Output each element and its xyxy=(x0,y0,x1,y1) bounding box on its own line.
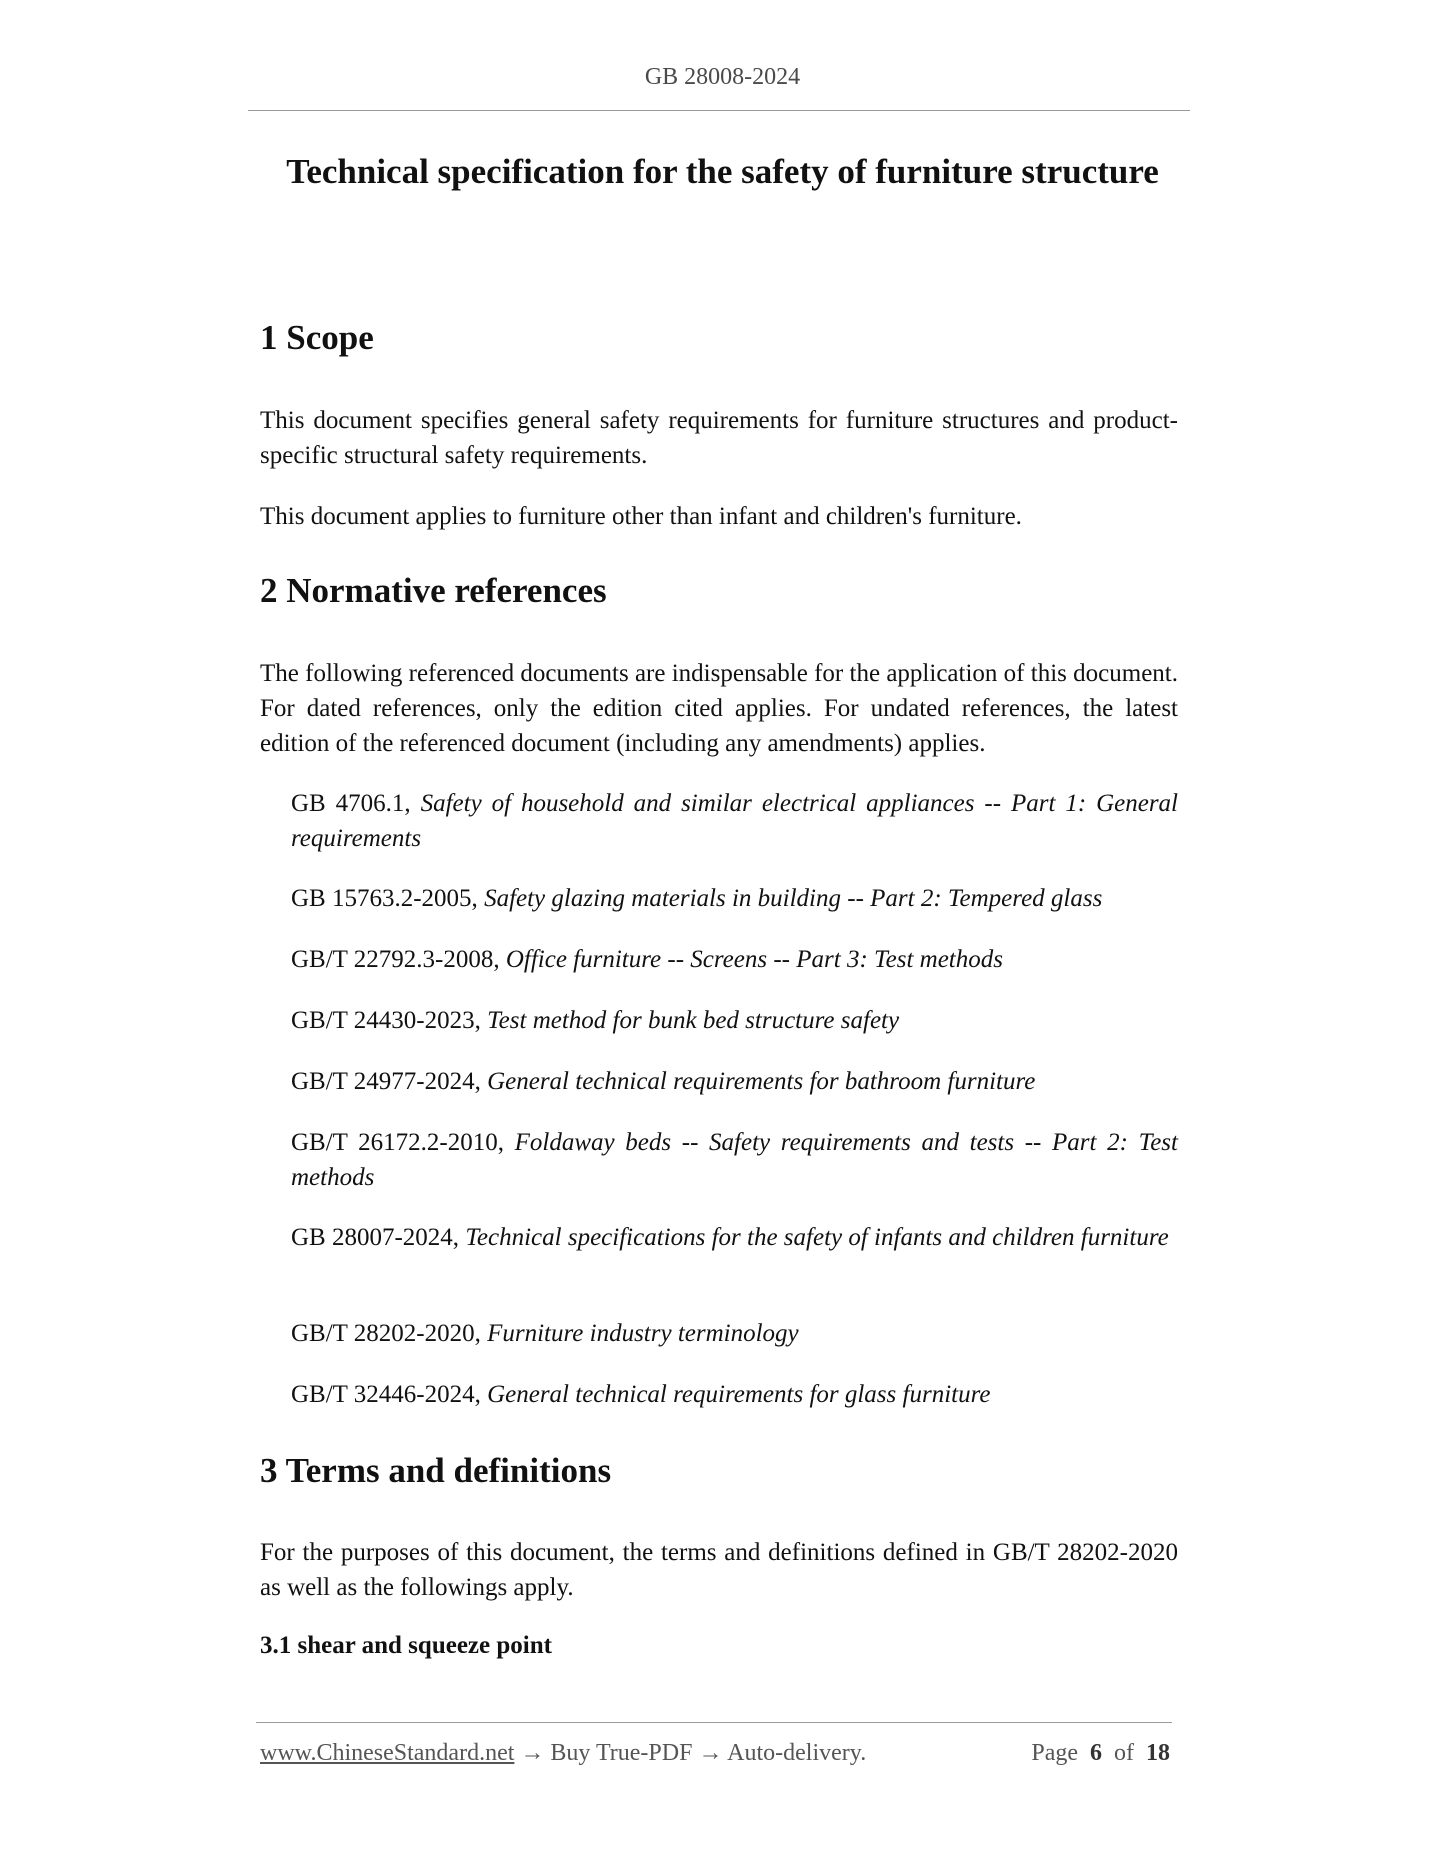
reference-code: GB/T 28202-2020, xyxy=(291,1320,488,1347)
page-indicator xyxy=(1031,1740,1170,1767)
header-divider xyxy=(248,110,1190,111)
reference-title: Safety of household and similar electrical appliances -- Part 1: General requirements xyxy=(291,790,1178,852)
of-label: of xyxy=(1114,1740,1134,1766)
reference-item xyxy=(291,786,1178,856)
reference-title: Technical specifications for the safety of infants and children furniture xyxy=(465,1224,1169,1251)
buy-pdf-link[interactable]: Buy True-PDF xyxy=(550,1740,693,1766)
reference-title: Furniture industry terminology xyxy=(487,1320,799,1347)
document-title: Technical specification for the safety of furniture structure xyxy=(286,152,1159,191)
terms-intro-paragraph: For the purposes of this document, the terms and definitions defined in GB/T 28202-2020 as well as the followings apply. xyxy=(260,1539,1178,1601)
footer-divider xyxy=(256,1722,1172,1723)
reference-item xyxy=(291,881,1178,916)
reference-code: GB/T 32446-2024, xyxy=(291,1381,488,1408)
reference-item xyxy=(291,1220,1178,1255)
reference-title: Safety glazing materials in building -- Part 2: Tempered glass xyxy=(484,885,1103,912)
reference-code: GB/T 24977-2024, xyxy=(291,1068,488,1095)
footer-links xyxy=(260,1740,866,1767)
reference-item xyxy=(291,1003,1178,1038)
page-number: 6 xyxy=(1090,1740,1102,1766)
reference-code: GB/T 22792.3-2008, xyxy=(291,946,506,973)
reference-title: Test method for bunk bed structure safety xyxy=(487,1007,900,1034)
reference-code: GB/T 24430-2023, xyxy=(291,1007,488,1034)
reference-item xyxy=(291,1316,1178,1351)
reference-title: General technical requirements for bathroom furniture xyxy=(487,1068,1036,1095)
reference-item xyxy=(291,942,1178,977)
scope-paragraph-1: This document specifies general safety requirements for furniture structures and product-specific structural safety requirements. xyxy=(260,407,1178,469)
reference-code: GB 28007-2024, xyxy=(291,1224,466,1251)
arrow-right-icon: → xyxy=(520,1740,545,1766)
scope-paragraph-2: This document applies to furniture other than infant and children's furniture. xyxy=(260,503,1022,530)
auto-delivery-text: Auto-delivery. xyxy=(727,1740,867,1766)
reference-title: Foldaway beds -- Safety requirements and tests -- Part 2: Test methods xyxy=(291,1129,1178,1191)
section-heading-normative-references: 2 Normative references xyxy=(260,571,607,610)
reference-title: Office furniture -- Screens -- Part 3: Test methods xyxy=(505,946,1003,973)
subsection-heading: 3.1 shear and squeeze point xyxy=(260,1632,552,1659)
page-label: Page xyxy=(1031,1740,1078,1766)
section-heading-scope: 1 Scope xyxy=(260,318,374,357)
reference-title: General technical requirements for glass furniture xyxy=(487,1381,991,1408)
website-link[interactable]: www.ChineseStandard.net xyxy=(260,1740,515,1766)
arrow-right-icon: → xyxy=(698,1740,723,1766)
header-doc-id: GB 28008-2024 xyxy=(644,64,801,90)
reference-code: GB 15763.2-2005, xyxy=(291,885,485,912)
reference-item xyxy=(291,1064,1178,1099)
reference-code: GB 4706.1, xyxy=(291,790,421,817)
normative-intro-paragraph: The following referenced documents are indispensable for the application of this document. For dated references, only the edition cited applies. For undated references, the latest edition of the referenced document (including any amendments) applies. xyxy=(260,660,1178,757)
reference-item xyxy=(291,1125,1178,1195)
page-total: 18 xyxy=(1146,1740,1170,1766)
reference-code: GB/T 26172.2-2010, xyxy=(291,1129,515,1156)
reference-item xyxy=(291,1377,1178,1412)
section-heading-terms-definitions: 3 Terms and definitions xyxy=(260,1451,612,1490)
